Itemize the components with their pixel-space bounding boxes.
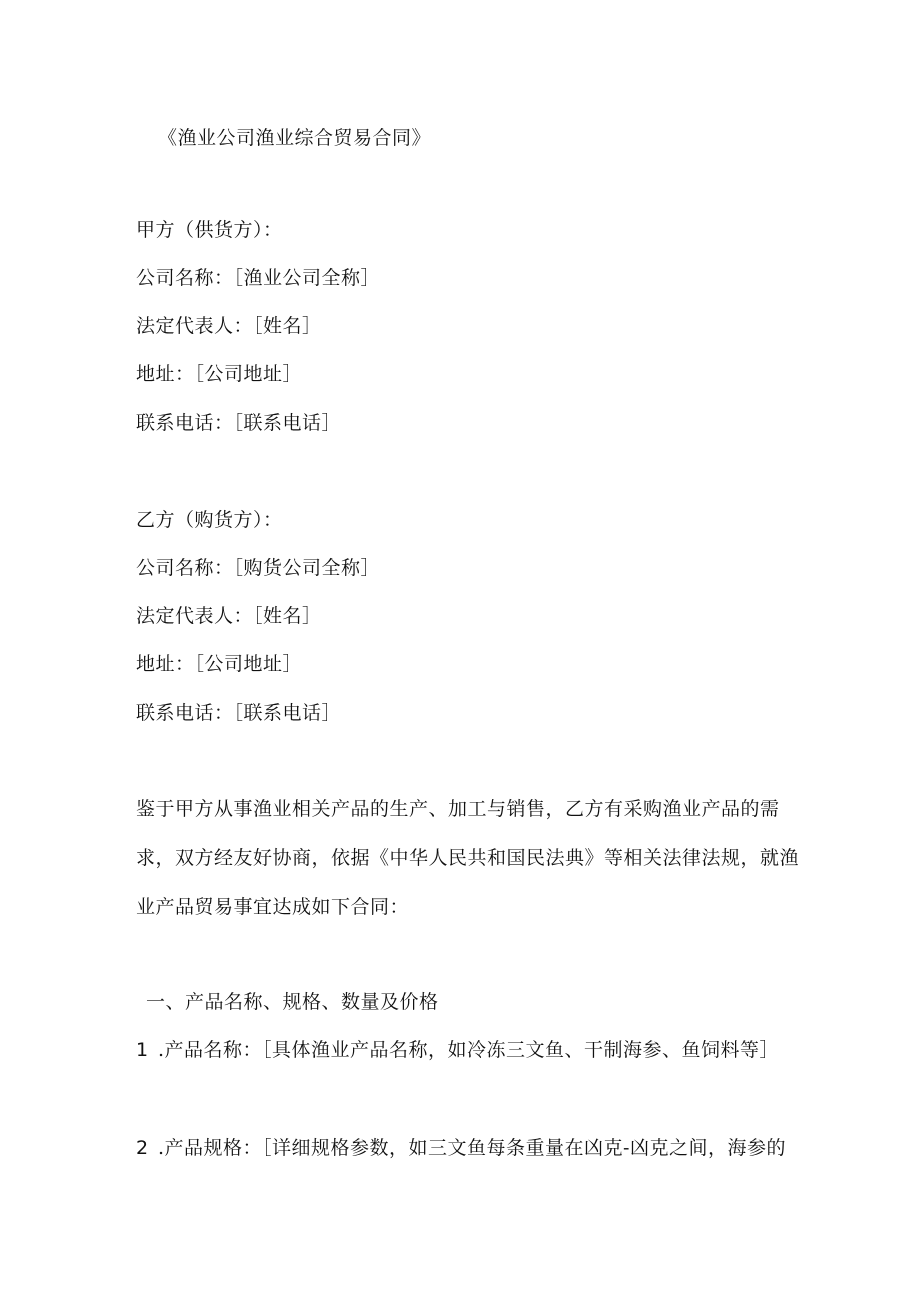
document-title: 《渔业公司渔业综合贸易合同》 <box>158 127 432 149</box>
preamble-line: 求，双方经友好协商，依据《中华人民共和国民法典》等相关法律法规，就渔 <box>136 847 800 869</box>
section-1-item <box>136 1136 786 1160</box>
section-1-item <box>136 1038 779 1062</box>
party-a-phone: 联系电话：［联系电话］ <box>136 412 342 434</box>
item-number: 2 <box>136 1137 149 1159</box>
party-b-heading: 乙方（购货方）： <box>136 509 283 531</box>
item-text: .产品名称：［具体渔业产品名称，如冷冻三文鱼、干制海参、鱼饲料等］ <box>158 1039 780 1061</box>
party-a-address: 地址：［公司地址］ <box>136 363 303 385</box>
party-b-representative: 法定代表人：［姓名］ <box>136 605 322 627</box>
preamble-line: 业产品贸易事宜达成如下合同： <box>136 896 410 918</box>
item-number: 1 <box>136 1039 149 1061</box>
section-1-heading: 一、产品名称、规格、数量及价格 <box>146 991 439 1013</box>
party-a-company: 公司名称：［渔业公司全称］ <box>136 267 381 289</box>
item-text: .产品规格：［详细规格参数，如三文鱼每条重量在凶克-凶克之间，海参的 <box>158 1137 786 1159</box>
party-a-heading: 甲方（供货方）： <box>136 219 283 241</box>
party-b-phone: 联系电话：［联系电话］ <box>136 702 342 724</box>
party-b-company: 公司名称：［购货公司全称］ <box>136 557 381 579</box>
preamble-line: 鉴于甲方从事渔业相关产品的生产、加工与销售，乙方有采购渔业产品的需 <box>136 798 780 820</box>
party-a-representative: 法定代表人：［姓名］ <box>136 315 322 337</box>
party-b-address: 地址：［公司地址］ <box>136 653 303 675</box>
